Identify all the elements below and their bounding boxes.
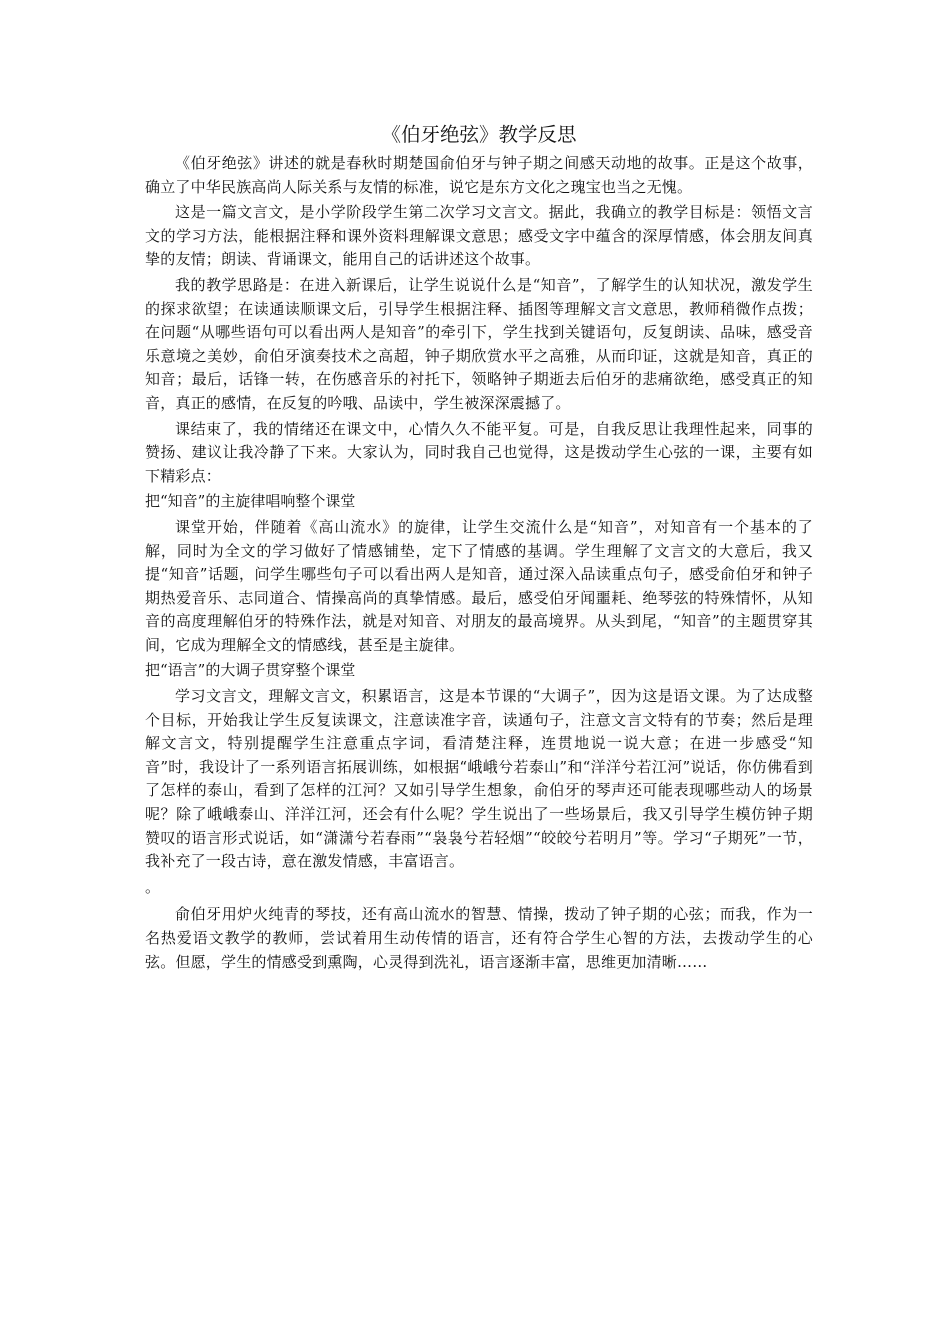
document-page bbox=[145, 120, 813, 976]
section-heading-zhiyin: 把“知音”的主旋律唱响整个课堂 bbox=[145, 492, 356, 511]
paragraph-teaching-approach: 我的教学思路是：在进入新课后，让学生说说什么是“知音”，了解学生的认知状况，激发学生的探求欲望；在读通读顺课文后，引导学生根据注释、插图等理解文言文意思，教师稍微作点拨；在问题“从哪些语句可以看出两人是知音”的牵引下，学生找到关键语句，反复朗读、品味，感受音乐意境之美妙，俞伯牙演奏技术之高超，钟子期欣赏水平之高雅，从而印证，这就是知音，真正的知音；最后，话锋一转，在伤感音乐的衬托下，领略钟子期逝去后伯牙的悲痛欲绝，感受真正的知音，真正的感情，在反复的吟哦、品读中，学生被深深震撼了。 bbox=[145, 275, 813, 412]
paragraph-zhiyin: 课堂开始，伴随着《高山流水》的旋律，让学生交流什么是“知音”，对知音有一个基本的了解，同时为全文的学习做好了情感铺垫，定下了情感的基调。学生理解了文言文的大意后，我又提“知音”话题，问学生哪些句子可以看出两人是知音，通过深入品读重点句子，感受俞伯牙和钟子期热爱音乐、志同道合、情操高尚的真挚情感。最后，感受伯牙闻噩耗、绝琴弦的特殊情怀，从知音的高度理解伯牙的特殊作法，就是对知音、对朋友的最高境界。从头到尾，“知音”的主题贯穿其间，它成为理解全文的情感线，甚至是主旋律。 bbox=[145, 517, 813, 654]
paragraph-teaching-goals: 这是一篇文言文，是小学阶段学生第二次学习文言文。据此，我确立的教学目标是：领悟文言文的学习方法，能根据注释和课外资料理解课文意思；感受文字中蕴含的深厚情感，体会朋友间真挚的友情；朗读、背诵课文，能用自己的话讲述这个故事。 bbox=[145, 203, 813, 269]
paragraph-intro: 《伯牙绝弦》讲述的就是春秋时期楚国俞伯牙与钟子期之间感天动地的故事。正是这个故事，确立了中华民族高尚人际关系与友情的标准，说它是东方文化之瑰宝也当之无愧。 bbox=[145, 154, 813, 196]
paragraph-language: 学习文言文，理解文言文，积累语言，这是本节课的“大调子”，因为这是语文课。为了达成整个目标，开始我让学生反复读课文，注意读准字音，读通句子，注意文言文特有的节奏；然后是理解文言文，特别提醒学生注意重点字词，看清楚注释，连贯地说一说大意；在进一步感受“知音”时，我设计了一系列语言拓展训练，如根据“峨峨兮若泰山”和“洋洋兮若江河”说话，你仿佛看到了怎样的泰山，看到了怎样的江河？又如引导学生想象，俞伯牙的琴声还可能表现哪些动人的场景呢？除了峨峨泰山、洋洋江河，还会有什么呢？学生说出了一些场景后，我又引导学生模仿钟子期赞叹的语言形式说话，如“潇潇兮若春雨”“袅袅兮若轻烟”“皎皎兮若明月”等。学习“子期死”一节，我补充了一段古诗，意在激发情感，丰富语言。 bbox=[145, 687, 813, 871]
paragraph-conclusion: 俞伯牙用炉火纯青的琴技，还有高山流水的智慧、情操，拨动了钟子期的心弦；而我，作为一名热爱语文教学的教师，尝试着用生动传情的语言，还有符合学生心智的方法，去拨动学生的心弦。但愿，学生的情感受到熏陶，心灵得到洗礼，语言逐渐丰富，思维更加清晰…… bbox=[145, 905, 813, 971]
document-title: 《伯牙绝弦》教学反思 bbox=[381, 123, 577, 146]
paragraph-reflection: 课结束了，我的情绪还在课文中，心情久久不能平复。可是，自我反思让我理性起来，同事的赞扬、建议让我冷静了下来。大家认为，同时我自己也觉得，这是拨动学生心弦的一课，主要有如下精彩点： bbox=[145, 419, 813, 485]
stray-period-mark: 。 bbox=[145, 877, 161, 896]
section-heading-language: 把“语言”的大调子贯穿整个课堂 bbox=[145, 661, 356, 680]
